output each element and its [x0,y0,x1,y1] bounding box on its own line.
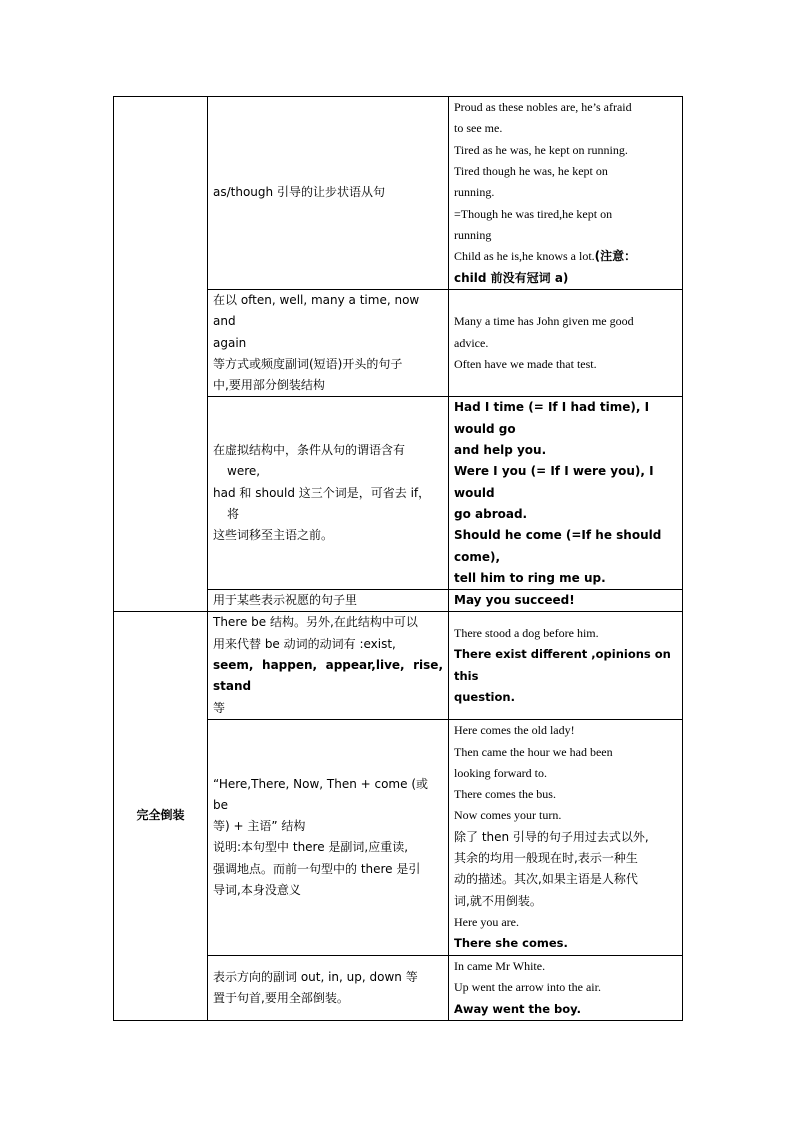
example-line: 其余的均用一般现在时,表示一种生 [454,851,638,866]
table-row [114,612,683,719]
rule-line: 用来代替 be 动词的动词有 :exist, [213,636,396,651]
rule-line: 导词,本身没意义 [213,883,301,898]
example-line [454,246,677,267]
example-cell [449,590,683,612]
rule-line: 在以 often, well, many a time, now and [213,293,420,329]
rule-cell [208,719,449,955]
table-row [114,97,683,290]
example-cell [449,290,683,397]
example-line: tell him to ring me up. [454,570,606,585]
rule-line: 这些词移至主语之前。 [213,528,334,543]
example-line: Now comes your turn. [454,808,562,823]
example-line: Were I you (= If I were you), I would [454,464,654,500]
rule-line: 等) + 主语” 结构 [213,819,306,834]
note-line: child 前没有冠词 a) [454,270,569,285]
example-line: Many a time has John given me good [454,314,634,329]
example-line: Had I time (= If I had time), I would go [454,400,650,436]
category-cell: 完全倒装 [114,612,208,1020]
rule-line: were, [227,464,261,479]
rule-line: “Here,There, Now, Then + come (或 be [213,776,428,812]
example-line: There exist different ,opinions on this [454,647,671,683]
rule-cell [208,97,449,290]
rule-cell [208,612,449,719]
rule-line: had 和 should 这三个词是，可省去 if， [213,485,431,500]
rule-cell [208,290,449,397]
rule-line: 置于句首,要用全部倒装。 [213,990,349,1005]
example-line: 除了 then 引导的句子用过去式以外, [454,829,649,844]
example-line: Tired though he was, he kept on [454,164,608,179]
example-line: advice. [454,335,489,350]
example-line: running. [454,185,495,200]
rule-cell [208,590,449,612]
rule-line: There be 结构。另外,在此结构中可以 [213,615,418,630]
example-line: 词,就不用倒装。 [454,893,542,908]
grammar-table [113,96,683,1021]
rule-line: again [213,335,247,350]
example-cell [449,719,683,955]
rule-line: seem, happen, appear,live, rise, stand [213,658,443,694]
example-line: running [454,227,492,242]
rule-cell [208,397,449,590]
example-line: and help you. [454,443,547,458]
rule-line: 强调地点。而前一句型中的 there 是引 [213,861,421,876]
category-cell [114,97,208,612]
rule-line: 说明:本句型中 there 是副词,应重读, [213,840,409,855]
example-line: Then came the hour we had been [454,744,613,759]
example-line: go abroad. [454,506,528,521]
example-cell [449,612,683,719]
example-line: =Though he was tired,he kept on [454,206,613,221]
example-cell [449,397,683,590]
example-line: Here you are. [454,914,519,929]
example-line: Away went the boy. [454,1001,581,1016]
example-line: looking forward to. [454,765,547,780]
example-line: There stood a dog before him. [454,626,599,641]
example-line: May you succeed! [454,593,575,608]
example-cell [449,955,683,1020]
rule-line: 等 [213,700,226,715]
rule-line: 将 [227,506,240,521]
example-line: Up went the arrow into the air. [454,980,601,995]
rule-cell [208,955,449,1020]
example-cell [449,97,683,290]
rule-line: 中,要用部分倒装结构 [213,378,325,393]
example-line: Proud as these nobles are, he’s afraid [454,100,632,115]
example-line: 动的描述。其次,如果主语是人称代 [454,872,638,887]
example-line: Tired as he was, he kept on running. [454,142,628,157]
example-line: There she comes. [454,936,568,951]
note-text: (注意： [594,249,637,264]
rule-line: 表示方向的副词 out, in, up, down 等 [213,969,418,984]
example-text: Child as he is,he knows a lot. [454,249,595,264]
example-line: question. [454,689,515,704]
example-line: to see me. [454,121,503,136]
example-line: Should he come (=If he should come), [454,528,662,564]
rule-line: as/though 引导的让步状语从句 [213,185,385,200]
example-line: Here comes the old lady! [454,723,575,738]
example-line: Often have we made that test. [454,356,597,371]
rule-line: 等方式或频度副词(短语)开头的句子 [213,356,403,371]
example-line: There comes the bus. [454,787,556,802]
rule-line: 在虚拟结构中，条件从句的谓语含有 [213,443,406,458]
example-line: In came Mr White. [454,958,546,973]
rule-line: 用于某些表示祝愿的句子里 [213,593,358,608]
